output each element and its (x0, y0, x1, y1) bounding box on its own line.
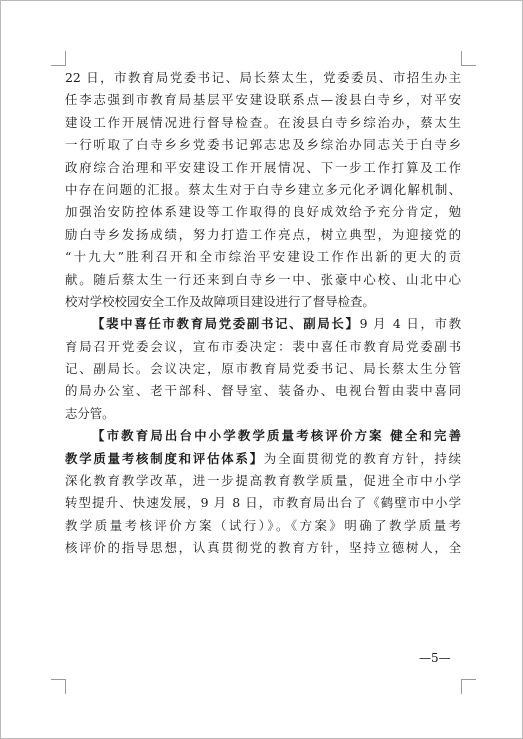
text-line (65, 425, 461, 447)
body-text: 一行听取了白寺乡乡党委书记郭志忠及乡综治办同志关于白寺乡 (65, 137, 461, 153)
text-line (65, 358, 461, 380)
body-text: 的局办公室、老干部科、督导室、装备办、电视台暂由裴中喜同 (65, 383, 461, 399)
body-text: 校对学校校园安全工作及故障项目建设进行了督导检查。 (65, 293, 375, 309)
margin-mark-bottom-right (461, 679, 476, 694)
text-line (65, 313, 461, 335)
text-line (65, 336, 461, 358)
body-text: 志分管。 (65, 405, 115, 421)
text-line (65, 112, 461, 134)
text-line (65, 89, 461, 111)
body-text: 励白寺乡发扬成绩，努力打造工作亮点，树立典型，为迎接党的 (65, 226, 461, 242)
body-text: 9 月 4 日，市教 (359, 316, 461, 332)
page-number: —5— (419, 651, 451, 665)
body-text: 深化教育教学改革，进一步提高教育教学质量，促进全市中小学 (65, 473, 461, 489)
text-line (65, 246, 461, 268)
body-text: 政府综合治理和平安建设工作开展情况、下一步工作打算及工作 (65, 159, 461, 175)
text-line (65, 67, 461, 89)
bold-heading-text: 教学质量考核制度和评估体系】 (65, 450, 264, 466)
body-text: “十九大”胜利召开和全市综治平安建设工作作出新的更大的贡 (65, 249, 461, 265)
text-line (65, 537, 461, 559)
body-text: 核评价的指导思想，认真贯彻党的教育方针，坚持立德树人，全 (65, 540, 461, 556)
text-line (65, 380, 461, 402)
text-line (65, 492, 461, 514)
text-line (65, 470, 461, 492)
text-line (65, 134, 461, 156)
body-text: 育局召开党委会议，宣布市委决定：裴中喜任市教育局党委副书 (65, 338, 461, 354)
text-line (65, 179, 461, 201)
bold-heading-text: 【市教育局出台中小学教学质量考核评价方案 健全和完善 (92, 428, 461, 444)
body-text: 为全面贯彻党的教育方针，持续 (263, 450, 461, 466)
body-text: 加强治安防控体系建设等工作取得的良好成效给予充分肯定，勉 (65, 204, 461, 220)
body-text: 献。随后蔡太生一行还来到白寺乡一中、张豪中心校、山北中心 (65, 271, 461, 287)
text-line (65, 224, 461, 246)
body-text: 任李志强到市教育局基层平安建设联系点—浚县白寺乡，对平安 (65, 92, 461, 108)
text-line (65, 157, 461, 179)
margin-mark-bottom-left (51, 679, 66, 694)
text-line (65, 201, 461, 223)
text-line (65, 448, 461, 470)
body-text: 记、副局长。会议决定，原市教育局党委书记、局长蔡太生分管 (65, 361, 461, 377)
body-text: 中存在问题的汇报。蔡太生对于白寺乡建立多元化矛调化解机制、 (65, 181, 461, 197)
text-line (65, 515, 461, 537)
text-line (65, 291, 461, 313)
document-body[interactable] (65, 67, 461, 560)
text-line (65, 269, 461, 291)
body-text: 转型提升、快速发展，9 月 8 日，市教育局出台了《鹤壁市中小学 (65, 495, 461, 511)
body-text: 教学质量考核评价方案（试行）》。《方案》明确了教学质量考 (65, 517, 461, 533)
margin-mark-top-left (51, 51, 66, 66)
body-text: 22 日，市教育局党委书记、局长蔡太生，党委委员、市招生办主 (65, 70, 461, 85)
text-line (65, 403, 461, 425)
bold-heading-text: 【裴中喜任市教育局党委副书记、副局长】 (92, 316, 360, 332)
margin-mark-top-right (461, 51, 476, 66)
body-text: 建设工作开展情况进行督导检查。在浚县白寺乡综治办，蔡太生 (65, 114, 461, 130)
